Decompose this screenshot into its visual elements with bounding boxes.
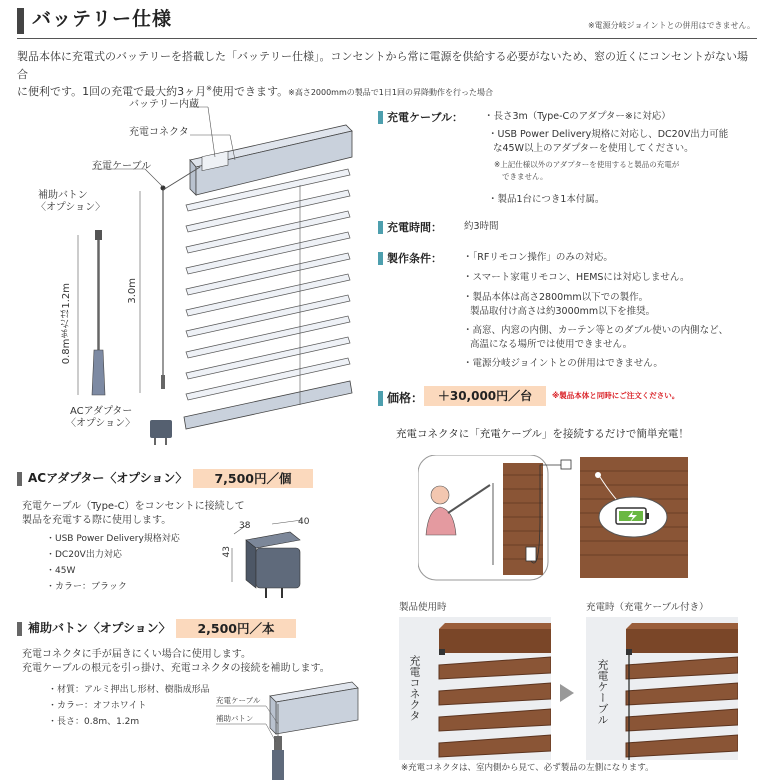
ac-bullet-4: ・カラー：ブラック xyxy=(46,582,127,592)
baton-fig-baton: 補助バトン xyxy=(216,714,254,723)
ac-option-callout: 〈オプション〉 xyxy=(66,418,136,429)
header-accent-bar xyxy=(17,8,24,34)
spec-marker xyxy=(378,391,383,406)
price-note: ※製品本体と同時にご注文ください。 xyxy=(552,391,680,400)
cable-line-3: な45W以上のアダプターを使用してください。 xyxy=(493,143,694,154)
baton-desc-1: 充電コネクタに手が届きにくい場合に使用します。 xyxy=(22,649,251,660)
baton-length-label: 0.8mまたは1.2m xyxy=(61,283,72,365)
baton-desc-2: 充電ケーブルの根元を引っ掛け、充電コネクタの接続を補助します。 xyxy=(22,663,330,674)
arrow-right-icon xyxy=(556,682,578,704)
cond-line-4: 製品取付け高さは約3000mm以下を推奨。 xyxy=(470,306,656,317)
page-title: バッテリー仕様 xyxy=(32,8,173,30)
cond-line-1: ・「RFリモコン操作」のみの対応。 xyxy=(463,252,613,263)
baton-bullet-2: ・カラー：オフホワイト xyxy=(48,701,147,711)
cond-line-6: 高温になる場所では使用できません。 xyxy=(470,339,633,350)
cable-line-6: ・製品1台につき1本付属。 xyxy=(488,194,605,205)
cable-line-5: できません。 xyxy=(502,172,548,181)
ac-callout: ACアダプター xyxy=(70,406,133,417)
charge-time-value: 約3時間 xyxy=(464,221,499,232)
battery-price: ＋30,000円／台 xyxy=(424,386,546,406)
ac-dim-width: 38 xyxy=(239,521,251,531)
spec-marker xyxy=(378,252,383,265)
photo-right-label: 充電ケーブル xyxy=(595,659,609,725)
cond-line-5: ・高窓、内窓の内側、カーテン等とのダブル使いの内側など、 xyxy=(463,325,729,336)
connector-callout: 充電コネクタ xyxy=(129,127,189,138)
ac-dim-height: 43 xyxy=(222,546,232,558)
spec-marker xyxy=(378,111,383,124)
cond-line-2: ・スマート家電リモコン、HEMSには対応しません。 xyxy=(463,272,690,283)
spec-conditions-heading: 製作条件： xyxy=(378,251,442,267)
section-marker xyxy=(17,472,22,486)
cond-line-3: ・製品本体は高さ2800mm以下での製作。 xyxy=(463,292,649,303)
battery-callout: バッテリー内蔵 xyxy=(129,99,199,110)
ac-bullet-2: ・DC20V出力対応 xyxy=(46,550,122,560)
header-divider xyxy=(17,38,757,39)
intro-line-2: に便利です。1回の充電で最大約3ヶ月※使用できます。※高さ2000mmの製品で1日1回の昇降動作を行った場合 xyxy=(17,84,493,99)
spec-price-heading: 価格： xyxy=(378,390,423,407)
ac-adapter-heading: ACアダプター〈オプション〉 xyxy=(17,470,187,487)
cable-length-label: 3.0m xyxy=(127,278,138,304)
ac-adapter-price: 7,500円／個 xyxy=(193,469,313,488)
ac-bullet-1: ・USB Power Delivery規格対応 xyxy=(46,534,180,544)
baton-callout: 補助バトン xyxy=(38,190,88,201)
baton-figure xyxy=(210,680,360,780)
charge-caption: 充電コネクタに「充電ケーブル」を接続するだけで簡単充電！ xyxy=(396,428,689,440)
ac-desc-2: 製品を充電する際に使用します。 xyxy=(22,515,172,526)
section-marker xyxy=(17,622,22,636)
cable-callout: 充電ケーブル xyxy=(92,161,152,172)
ac-bullet-3: ・45W xyxy=(46,566,76,576)
photo-left-label: 充電コネクタ xyxy=(407,655,421,721)
intro-footnote: ※高さ2000mmの製品で1日1回の昇降動作を行った場合 xyxy=(288,88,493,98)
blind-diagram xyxy=(50,95,370,450)
intro-text xyxy=(17,48,757,101)
cable-line-1: ・長さ3m（Type-Cのアダプター※に対応） xyxy=(484,111,671,122)
baton-option-callout: 〈オプション〉 xyxy=(36,202,106,213)
intro-line-1: 製品本体に充電式のバッテリーを搭載した「バッテリー仕様」。コンセントから常に電源を供給する必要がないため、窓の近くにコンセントがない場合 xyxy=(17,50,749,81)
charging-battery-illustration xyxy=(578,455,690,580)
cond-line-7: ・電源分岐ジョイントとの併用はできません。 xyxy=(463,358,663,369)
spec-time-heading: 充電時間： xyxy=(378,220,442,236)
photo-left-caption: 製品使用時 xyxy=(399,602,447,613)
baton-heading: 補助バトン〈オプション〉 xyxy=(17,620,171,637)
baton-bullet-3: ・長さ：0.8m、1.2m xyxy=(48,717,140,727)
baton-fig-cable: 充電ケーブル xyxy=(216,696,261,705)
ac-desc-1: 充電ケーブル（Type-C）をコンセントに接続して xyxy=(22,501,245,512)
header-note: ※電源分岐ジョイントとの併用はできません。 xyxy=(587,21,755,30)
photo-footnote: ※充電コネクタは、室内側から見て、必ず製品の左側になります。 xyxy=(401,763,654,773)
spec-cable-heading: 充電ケーブル： xyxy=(378,110,463,126)
cable-line-2: ・USB Power Delivery規格に対応し、DC20V出力可能 xyxy=(488,129,729,140)
charging-person-illustration xyxy=(418,455,588,585)
cable-line-4: ※上記仕様以外のアダプターを使用すると製品の充電が xyxy=(494,160,680,169)
baton-price: 2,500円／本 xyxy=(176,619,296,638)
photo-right-caption: 充電時（充電ケーブル付き） xyxy=(586,602,709,613)
baton-bullet-1: ・材質：アルミ押出し形材、樹脂成形品 xyxy=(48,685,210,695)
ac-dim-depth: 40 xyxy=(298,517,310,527)
spec-marker xyxy=(378,221,383,234)
